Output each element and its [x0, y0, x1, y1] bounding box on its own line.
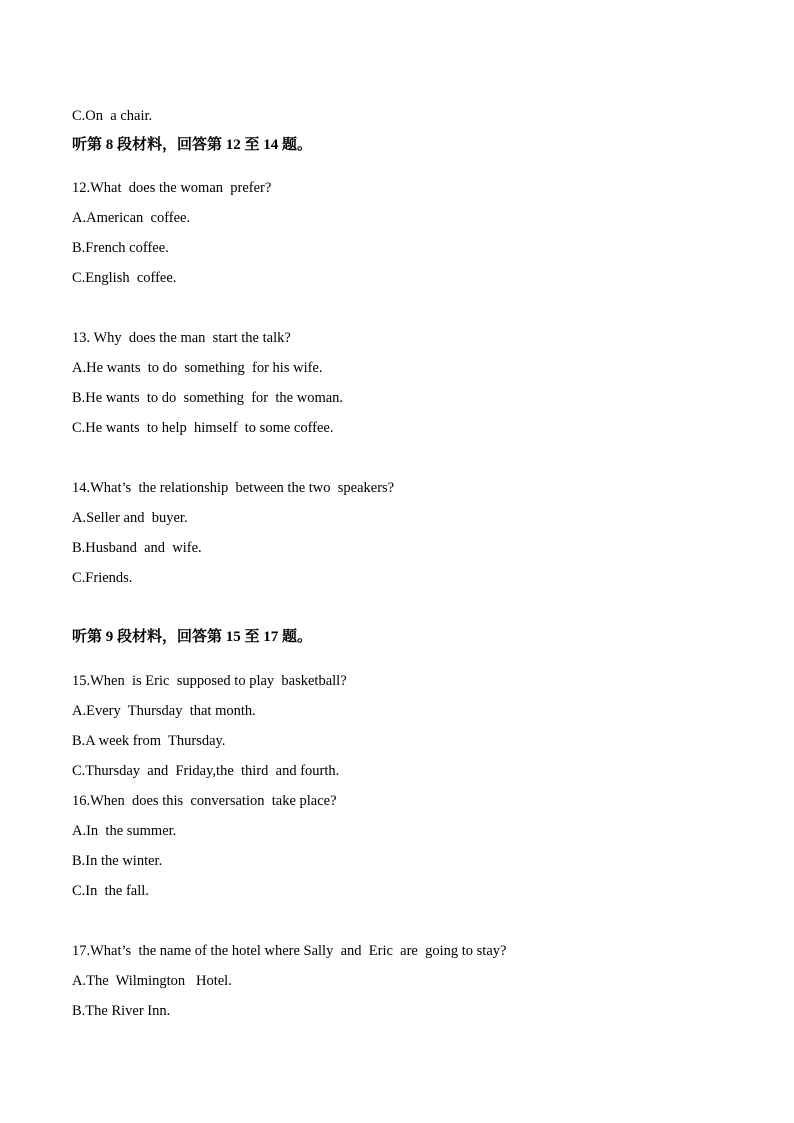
question-15: 15.When is Eric supposed to play basketball?	[72, 673, 347, 689]
section-heading-9: 听第 9 段材料，回答第 15 至 17 题。	[72, 629, 313, 645]
q16-option-a: A.In the summer.	[72, 823, 177, 839]
q13-option-b: B.He wants to do something for the woman.	[72, 390, 344, 406]
question-14: 14.What’s the relationship between the two speakers?	[72, 480, 395, 496]
question-13: 13. Why does the man start the talk?	[72, 330, 291, 346]
q16-option-b: B.In the winter.	[72, 853, 163, 869]
q13-option-a: A.He wants to do something for his wife.	[72, 360, 323, 376]
q14-option-c: C.Friends.	[72, 570, 133, 586]
q14-option-a: A.Seller and buyer.	[72, 510, 188, 526]
q14-option-b: B.Husband and wife.	[72, 540, 202, 556]
q13-option-c: C.He wants to help himself to some coffee.	[72, 420, 334, 436]
q12-option-b: B.French coffee.	[72, 240, 169, 256]
q17-option-a: A.The Wilmington Hotel.	[72, 973, 232, 989]
q12-option-c: C.English coffee.	[72, 270, 177, 286]
question-16: 16.When does this conversation take place?	[72, 793, 337, 809]
option-c-previous: C.On a chair.	[72, 108, 153, 124]
q16-option-c: C.In the fall.	[72, 883, 149, 899]
q17-option-b: B.The River Inn.	[72, 1003, 171, 1019]
question-17: 17.What’s the name of the hotel where Sally and Eric are going to stay?	[72, 943, 507, 959]
section-heading-8: 听第 8 段材料，回答第 12 至 14 题。	[72, 137, 313, 153]
q15-option-b: B.A week from Thursday.	[72, 733, 226, 749]
q15-option-c: C.Thursday and Friday,the third and fourth.	[72, 763, 340, 779]
q15-option-a: A.Every Thursday that month.	[72, 703, 256, 719]
question-12: 12.What does the woman prefer?	[72, 180, 272, 196]
q12-option-a: A.American coffee.	[72, 210, 191, 226]
